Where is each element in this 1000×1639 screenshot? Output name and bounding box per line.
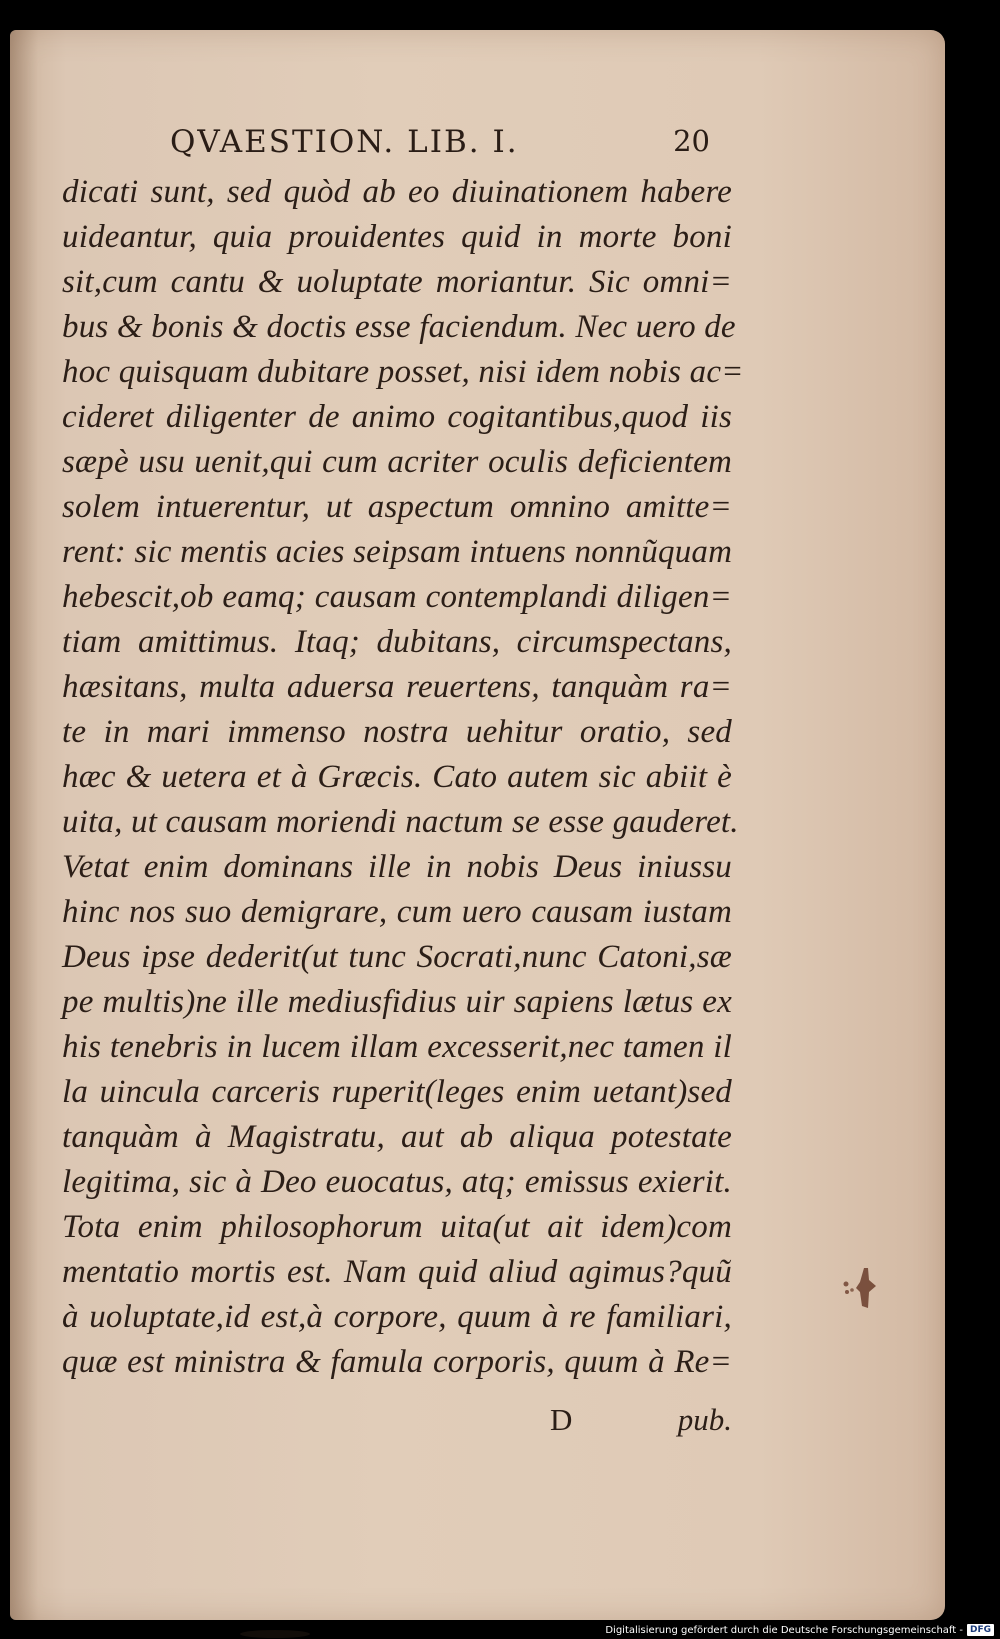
paper-stain (240, 1630, 310, 1638)
text-line: bus & bonis & doctis esse faciendum. Nec uero de (62, 309, 736, 345)
text-line: sit,cum cantu & uoluptate moriantur. Sic omni= (62, 264, 732, 300)
text-line: sæpè usu uenit,qui cum acriter oculis deficientem (62, 444, 732, 480)
text-line: cideret diligenter de animo cogitantibus,quod iis (62, 399, 732, 435)
text-line: tanquàm à Magistratu, aut ab aliqua potestate (62, 1119, 732, 1155)
text-line: legitima, sic à Deo euocatus, atq; emissus exierit. (62, 1164, 732, 1200)
text-line: à uoluptate,id est,à corpore, quum à re familiari, (62, 1299, 732, 1335)
text-line: tiam amittimus. Itaq; dubitans, circumspectans, (62, 624, 732, 660)
text-line: hoc quisquam dubitare posset, nisi idem nobis ac= (62, 354, 744, 390)
catchword: pub. (677, 1402, 732, 1437)
text-line: uideantur, quia prouidentes quid in morte boni (62, 219, 732, 255)
running-head (170, 124, 710, 168)
page-gutter-shadow (10, 30, 38, 1620)
text-line: te in mari immenso nostra uehitur oratio, sed (62, 714, 732, 750)
folio-number: 20 (673, 124, 710, 158)
text-line: rent: sic mentis acies seipsam intuens nonnũquam (62, 534, 733, 570)
text-line: Deus ipse dederit(ut tunc Socrati,nunc Catoni,sæ (62, 939, 732, 975)
text-line: solem intuerentur, ut aspectum omnino amitte= (62, 489, 732, 525)
text-line: quæ est ministra & famula corporis, quum à Re= (62, 1344, 732, 1380)
text-line: mentatio mortis est. Nam quid aliud agimus?quũ (62, 1254, 732, 1290)
text-line: la uincula carceris ruperit(leges enim uetant)sed (62, 1074, 732, 1110)
text-line: hæc & uetera et à Græcis. Cato autem sic abiit è (62, 759, 732, 795)
digitization-footer (605, 1623, 994, 1637)
marginal-ink-mark-icon (838, 1266, 878, 1310)
text-line: hæsitans, multa aduersa reuertens, tanquàm ra= (62, 669, 732, 705)
running-title: QVAESTION. LIB. I. (170, 124, 519, 160)
book-page (10, 30, 945, 1620)
catch-line (62, 1402, 732, 1447)
text-line: his tenebris in lucem illam excesserit,nec tamen il (62, 1029, 732, 1065)
text-line: hinc nos suo demigrare, cum uero causam iustam (62, 894, 732, 930)
footer-credit: Digitalisierung gefördert durch die Deutsche Forschungsgemeinschaft - (605, 1624, 963, 1636)
text-line: Vetat enim dominans ille in nobis Deus iniussu (62, 849, 732, 885)
text-line: hebescit,ob eamq; causam contemplandi diligen= (62, 579, 732, 615)
body-text (62, 170, 744, 1385)
text-line: Tota enim philosophorum uita(ut ait idem)com (62, 1209, 732, 1245)
dfg-logo: DFG (967, 1624, 994, 1636)
signature-mark: D (550, 1402, 573, 1437)
text-line: pe multis)ne ille mediusfidius uir sapiens lætus ex (62, 984, 732, 1020)
text-line: uita, ut causam moriendi nactum se esse gauderet. (62, 804, 739, 840)
text-line: dicati sunt, sed quòd ab eo diuinationem habere (62, 174, 732, 210)
